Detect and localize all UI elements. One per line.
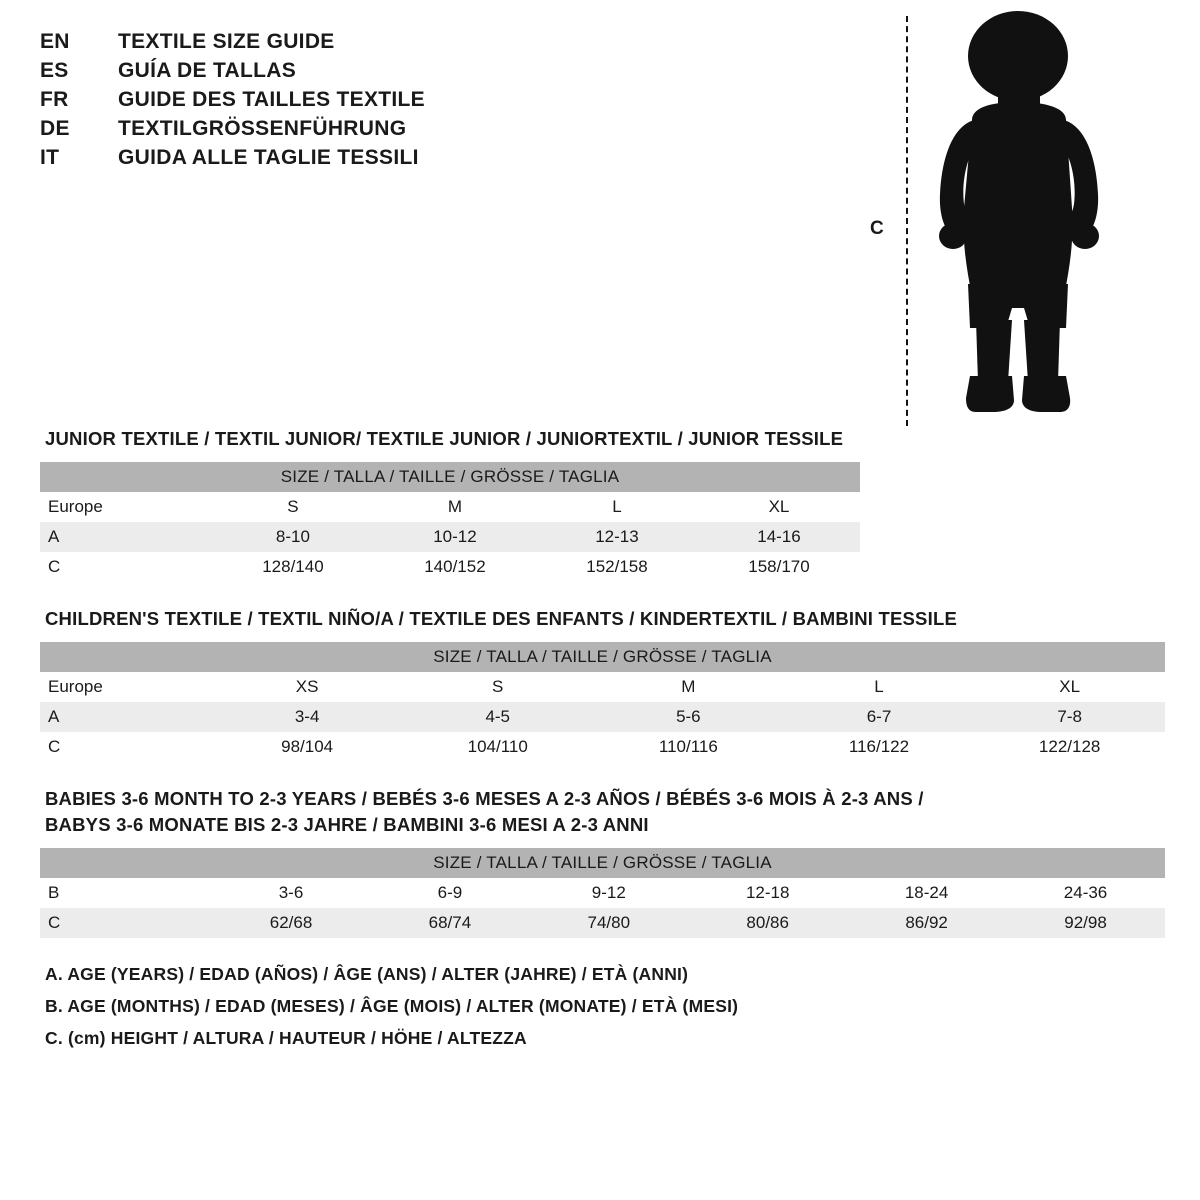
value-cell: 140/152 — [374, 552, 536, 582]
value-cell: 74/80 — [529, 908, 688, 938]
value-cell: 92/98 — [1006, 908, 1165, 938]
size-cell: L — [784, 672, 975, 702]
legend-line-a: A. AGE (YEARS) / EDAD (AÑOS) / ÂGE (ANS) / ALTER (JAHRE) / ETÀ (ANNI) — [45, 964, 689, 984]
language-code: IT — [40, 146, 60, 169]
value-cell: 104/110 — [402, 732, 593, 762]
size-cell: M — [593, 672, 784, 702]
language-code: EN — [40, 30, 70, 53]
height-measurement-figure — [870, 8, 1130, 428]
value-cell: 122/128 — [974, 732, 1165, 762]
language-row — [40, 59, 560, 83]
value-cell: 7-8 — [974, 702, 1165, 732]
language-title: GUIDE DES TAILLES TEXTILE — [118, 88, 425, 111]
babies-size-table — [40, 848, 1165, 938]
junior-size-table — [40, 462, 860, 582]
size-cell: S — [212, 492, 374, 522]
language-code: ES — [40, 59, 69, 82]
row-label: C — [40, 732, 212, 762]
size-cell: L — [536, 492, 698, 522]
table-header-label: SIZE / TALLA / TAILLE / GRÖSSE / TAGLIA — [40, 462, 860, 492]
size-cell: XL — [974, 672, 1165, 702]
section-title-children: CHILDREN'S TEXTILE / TEXTIL NIÑO/A / TEXTILE DES ENFANTS / KINDERTEXTIL / BAMBINI TESSILE — [45, 608, 957, 629]
region-label: Europe — [40, 672, 212, 702]
value-cell: 128/140 — [212, 552, 374, 582]
row-label: A — [40, 522, 212, 552]
language-row — [40, 146, 560, 170]
language-title-block — [40, 30, 560, 175]
value-cell: 116/122 — [784, 732, 975, 762]
children-size-table — [40, 642, 1165, 762]
value-cell: 98/104 — [212, 732, 403, 762]
value-cell: 18-24 — [847, 878, 1006, 908]
section-title-junior: JUNIOR TEXTILE / TEXTIL JUNIOR/ TEXTILE JUNIOR / JUNIORTEXTIL / JUNIOR TESSILE — [45, 428, 844, 449]
language-code: FR — [40, 88, 69, 111]
legend — [45, 964, 1170, 1049]
table-row — [40, 732, 1165, 762]
table-header-row — [40, 848, 1165, 878]
value-cell: 4-5 — [402, 702, 593, 732]
size-cell: S — [402, 672, 593, 702]
language-row — [40, 88, 560, 112]
tables-area — [40, 428, 1170, 1060]
row-label: A — [40, 702, 212, 732]
value-cell: 8-10 — [212, 522, 374, 552]
value-cell: 24-36 — [1006, 878, 1165, 908]
value-cell: 10-12 — [374, 522, 536, 552]
language-title: TEXTILE SIZE GUIDE — [118, 30, 335, 53]
value-cell: 110/116 — [593, 732, 784, 762]
size-cell: XL — [698, 492, 860, 522]
table-row — [40, 702, 1165, 732]
section-title-babies-line2: BABYS 3-6 MONATE BIS 2-3 JAHRE / BAMBINI 3-6 MESI A 2-3 ANNI — [45, 814, 649, 835]
legend-line-b: B. AGE (MONTHS) / EDAD (MESES) / ÂGE (MOIS) / ALTER (MONATE) / ETÀ (MESI) — [45, 996, 739, 1016]
value-cell: 152/158 — [536, 552, 698, 582]
size-cell: XS — [212, 672, 403, 702]
figure-measure-label: C — [870, 218, 884, 239]
table-row — [40, 552, 860, 582]
value-cell: 14-16 — [698, 522, 860, 552]
language-title: TEXTILGRÖSSENFÜHRUNG — [118, 117, 407, 140]
legend-line-c: C. (cm) HEIGHT / ALTURA / HAUTEUR / HÖHE / ALTEZZA — [45, 1028, 527, 1048]
table-row — [40, 908, 1165, 938]
row-label: C — [40, 908, 212, 938]
value-cell: 12-13 — [536, 522, 698, 552]
value-cell: 6-9 — [370, 878, 529, 908]
value-cell: 80/86 — [688, 908, 847, 938]
row-label: C — [40, 552, 212, 582]
table-row — [40, 492, 860, 522]
section-title-babies — [45, 788, 1170, 836]
row-label: B — [40, 878, 212, 908]
value-cell: 86/92 — [847, 908, 1006, 938]
table-header-row — [40, 462, 860, 492]
value-cell: 68/74 — [370, 908, 529, 938]
table-header-label: SIZE / TALLA / TAILLE / GRÖSSE / TAGLIA — [40, 642, 1165, 672]
value-cell: 9-12 — [529, 878, 688, 908]
language-title: GUÍA DE TALLAS — [118, 59, 297, 82]
table-row — [40, 878, 1165, 908]
toddler-silhouette-icon — [920, 8, 1120, 423]
table-row — [40, 522, 860, 552]
section-title-babies-line1: BABIES 3-6 MONTH TO 2-3 YEARS / BEBÉS 3-6 MESES A 2-3 AÑOS / BÉBÉS 3-6 MOIS À 2-3 ANS / — [45, 788, 924, 809]
table-header-row — [40, 642, 1165, 672]
size-cell: M — [374, 492, 536, 522]
language-title: GUIDA ALLE TAGLIE TESSILI — [118, 146, 419, 169]
value-cell: 3-4 — [212, 702, 403, 732]
value-cell: 158/170 — [698, 552, 860, 582]
value-cell: 12-18 — [688, 878, 847, 908]
language-code: DE — [40, 117, 70, 140]
region-label: Europe — [40, 492, 212, 522]
value-cell: 6-7 — [784, 702, 975, 732]
height-dashed-line — [906, 16, 908, 426]
language-row — [40, 117, 560, 141]
value-cell: 5-6 — [593, 702, 784, 732]
table-row — [40, 672, 1165, 702]
value-cell: 62/68 — [212, 908, 371, 938]
table-header-label: SIZE / TALLA / TAILLE / GRÖSSE / TAGLIA — [40, 848, 1165, 878]
value-cell: 3-6 — [212, 878, 371, 908]
language-row — [40, 30, 560, 54]
